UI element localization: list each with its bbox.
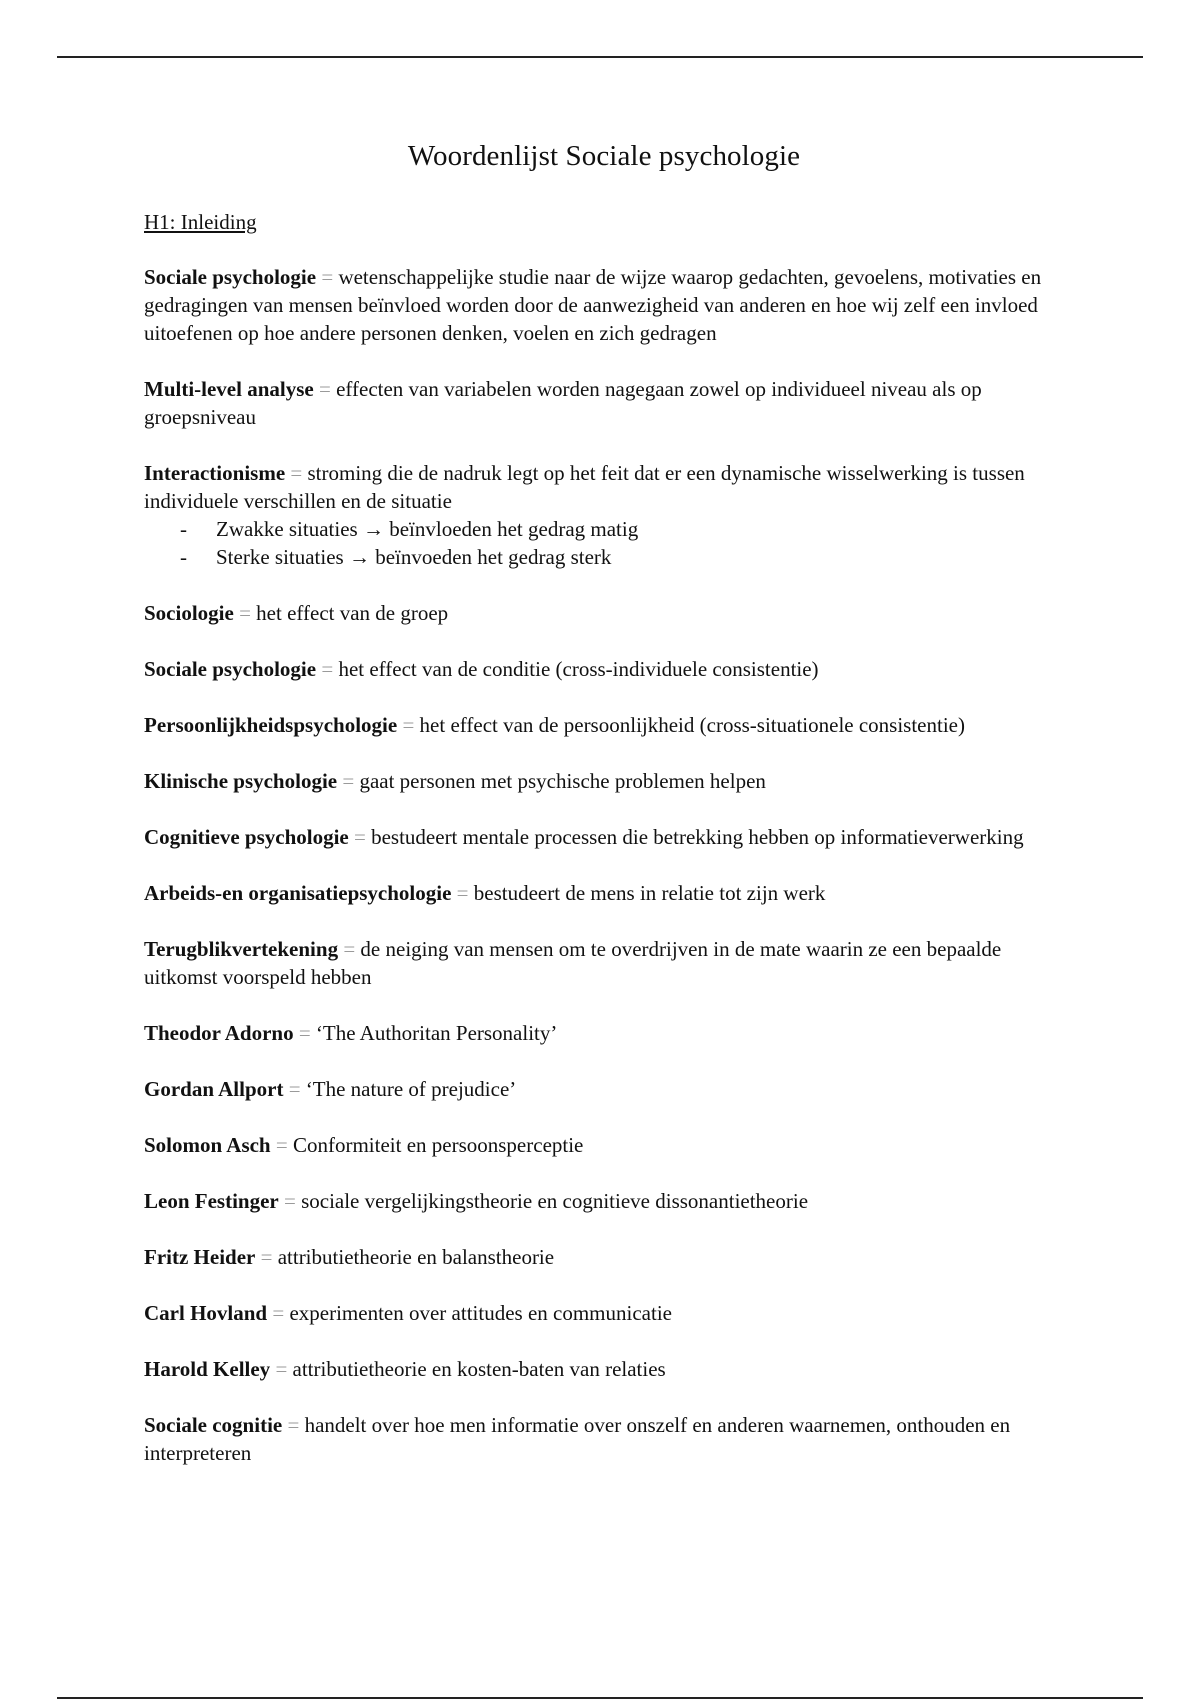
dash-marker: - xyxy=(180,517,187,541)
equals-sign: = xyxy=(272,1301,285,1325)
glossary-term: Terugblikvertekening xyxy=(144,937,339,961)
glossary-term: Carl Hovland xyxy=(144,1301,268,1325)
glossary-definition: sociale vergelijkingstheorie en cognitieve dissonantietheorie xyxy=(301,1189,809,1213)
equals-sign: = xyxy=(275,1357,288,1381)
glossary-definition: het effect van de groep xyxy=(256,601,449,625)
bullet-item xyxy=(180,515,1064,543)
glossary-definition: het effect van de persoonlijkheid (cross-situationele consistentie) xyxy=(419,713,965,737)
glossary-definition: effecten van variabelen worden nagegaan zowel op individueel niveau als op groepsniveau xyxy=(144,377,982,429)
arrow-icon: → xyxy=(348,545,370,569)
equals-sign: = xyxy=(321,265,334,289)
equals-sign: = xyxy=(288,1077,301,1101)
glossary-term: Theodor Adorno xyxy=(144,1021,294,1045)
glossary-term: Sociale psychologie xyxy=(144,657,317,681)
equals-sign: = xyxy=(343,937,356,961)
glossary-entry xyxy=(144,599,1064,627)
equals-sign: = xyxy=(239,601,251,625)
glossary-entry xyxy=(144,823,1064,851)
glossary-definition: wetenschappelijke studie naar de wijze waarop gedachten, gevoelens, motivaties en gedragingen van mensen beïnvloed worden door de aanwezigheid van anderen en hoe wij zelf een invloed uitoefenen op hoe andere personen denken, voelen en zich gedragen xyxy=(144,265,1042,345)
glossary-term: Sociale psychologie xyxy=(144,265,317,289)
glossary-entry xyxy=(144,879,1064,907)
equals-sign: = xyxy=(354,825,366,849)
glossary-entry xyxy=(144,935,1064,991)
equals-sign: = xyxy=(275,1133,288,1157)
glossary-term: Multi-level analyse xyxy=(144,377,314,401)
equals-sign: = xyxy=(456,881,469,905)
arrow-icon: → xyxy=(362,517,384,541)
glossary-definition: de neiging van mensen om te overdrijven in de mate waarin ze een bepaalde uitkomst voorspeld hebben xyxy=(144,937,1002,989)
glossary-term: Klinische psychologie xyxy=(144,769,338,793)
glossary-entry xyxy=(144,1411,1064,1467)
glossary-definition: stroming die de nadruk legt op het feit dat er een dynamische wisselwerking is tussen individuele verschillen en de situatie xyxy=(144,461,1025,513)
glossary-entry xyxy=(144,655,1064,683)
bullet-left: Sterke situaties xyxy=(216,545,344,569)
glossary-entry xyxy=(144,1075,1064,1103)
equals-sign: = xyxy=(342,769,355,793)
glossary-entry xyxy=(144,1187,1064,1215)
glossary-term: Persoonlijkheidspsychologie xyxy=(144,713,398,737)
glossary-entry xyxy=(144,375,1064,431)
equals-sign: = xyxy=(287,1413,300,1437)
glossary-definition: het effect van de conditie (cross-individuele consistentie) xyxy=(338,657,819,681)
equals-sign: = xyxy=(298,1021,311,1045)
glossary-definition: handelt over hoe men informatie over onszelf en anderen waarnemen, onthouden en interpreteren xyxy=(144,1413,1011,1465)
equals-sign: = xyxy=(321,657,334,681)
top-rule xyxy=(57,56,1143,58)
page-title: Woordenlijst Sociale psychologie xyxy=(407,140,801,172)
bullet-right: beïnvloeden het gedrag matig xyxy=(389,517,639,541)
glossary-definition: attributietheorie en balanstheorie xyxy=(277,1245,555,1269)
bullet-left: Zwakke situaties xyxy=(216,517,358,541)
glossary-definition: ‘The nature of prejudice’ xyxy=(305,1077,517,1101)
glossary-entry xyxy=(144,263,1064,347)
glossary-entry xyxy=(144,767,1064,795)
glossary-term: Leon Festinger xyxy=(144,1189,279,1213)
glossary-term: Harold Kelley xyxy=(144,1357,271,1381)
document-body xyxy=(144,140,1064,1495)
equals-sign: = xyxy=(290,461,303,485)
glossary-term: Gordan Allport xyxy=(144,1077,284,1101)
equals-sign: = xyxy=(260,1245,273,1269)
glossary-definition: experimenten over attitudes en communicatie xyxy=(289,1301,672,1325)
glossary-entry xyxy=(144,1243,1064,1271)
equals-sign: = xyxy=(283,1189,296,1213)
glossary-term: Fritz Heider xyxy=(144,1245,256,1269)
glossary-term: Cognitieve psychologie xyxy=(144,825,349,849)
glossary-definition: attributietheorie en kosten-baten van relaties xyxy=(292,1357,666,1381)
bottom-rule xyxy=(57,1697,1143,1699)
glossary-entry xyxy=(144,1019,1064,1047)
glossary-list xyxy=(144,263,1064,1467)
glossary-definition: bestudeert mentale processen die betrekking hebben op informatieverwerking xyxy=(371,825,1024,849)
glossary-definition: gaat personen met psychische problemen helpen xyxy=(359,769,766,793)
section-heading: H1: Inleiding xyxy=(144,210,257,234)
glossary-entry xyxy=(144,1299,1064,1327)
glossary-term: Sociologie xyxy=(144,601,234,625)
glossary-term: Arbeids-en organisatiepsychologie xyxy=(144,881,452,905)
bullet-list xyxy=(144,515,1064,571)
equals-sign: = xyxy=(318,377,331,401)
glossary-entry xyxy=(144,711,1064,739)
bullet-right: beïnvoeden het gedrag sterk xyxy=(375,545,612,569)
equals-sign: = xyxy=(402,713,415,737)
dash-marker: - xyxy=(180,545,187,569)
glossary-term: Solomon Asch xyxy=(144,1133,271,1157)
glossary-entry xyxy=(144,1131,1064,1159)
glossary-definition: bestudeert de mens in relatie tot zijn werk xyxy=(473,881,826,905)
glossary-entry xyxy=(144,459,1064,571)
glossary-definition: Conformiteit en persoonsperceptie xyxy=(292,1133,584,1157)
glossary-term: Sociale cognitie xyxy=(144,1413,283,1437)
glossary-term: Interactionisme xyxy=(144,461,286,485)
glossary-entry xyxy=(144,1355,1064,1383)
glossary-definition: ‘The Authoritan Personality’ xyxy=(315,1021,558,1045)
bullet-item xyxy=(180,543,1064,571)
